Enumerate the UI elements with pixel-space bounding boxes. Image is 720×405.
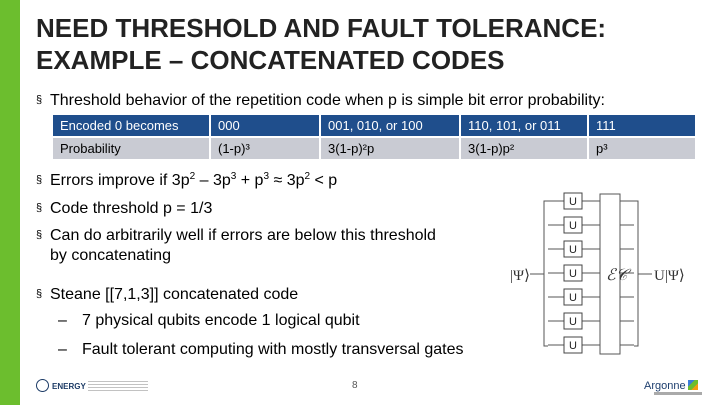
bullet-text: Code threshold p = 1/3: [50, 200, 213, 217]
table-row-encoded: [53, 115, 696, 137]
page-number: 8: [352, 380, 358, 391]
exponent: 3: [230, 171, 237, 182]
exponent: 2: [304, 171, 311, 182]
u-gate-label: U: [569, 340, 577, 352]
u-gate-label: U: [569, 220, 577, 232]
u-gate-label: U: [569, 292, 577, 304]
sub-bullet-fault-tolerant: [58, 340, 464, 360]
exponent: 3: [263, 171, 270, 182]
eq-part: – 3p: [195, 172, 231, 189]
u-gate: [564, 337, 582, 353]
doe-seal-icon: [36, 379, 49, 392]
table-cell: 111: [588, 115, 696, 137]
bullet-marker: §: [36, 174, 43, 186]
bullet-marker: §: [36, 202, 43, 214]
u-gate: [564, 217, 582, 233]
output-state-label: U|Ψ⟩: [654, 268, 685, 284]
logo-fine-print: [88, 381, 148, 391]
bullet-text: Can do arbitrarily well if errors are below this threshold: [50, 227, 436, 244]
table-row-probability: [53, 137, 696, 160]
exponent: 2: [189, 171, 196, 182]
table-cell: 110, 101, or 011: [460, 115, 588, 137]
eq-part: + p: [236, 172, 264, 189]
bullet-threshold-behavior: [36, 90, 605, 111]
u-gate: [564, 241, 582, 257]
input-state-label: |Ψ⟩: [510, 268, 530, 284]
table-cell: Probability: [53, 137, 210, 160]
energy-wordmark: ENERGY: [52, 382, 86, 391]
sub-bullet-qubits: [58, 311, 360, 331]
table-cell: 3(1-p)²p: [320, 137, 460, 160]
table-cell: 001, 010, or 100: [320, 115, 460, 137]
accent-bar: [0, 0, 20, 405]
bullet-text-continued: by concatenating: [50, 247, 171, 264]
encoder-label: ℰ𝒞: [606, 267, 628, 284]
u-gates: [564, 193, 582, 353]
title-line-1: NEED THRESHOLD AND FAULT TOLERANCE:: [36, 13, 607, 43]
slide-title: [36, 12, 696, 76]
dash-marker: –: [58, 341, 67, 358]
u-gate: [564, 193, 582, 209]
sub-bullet-text: Fault tolerant computing with mostly transversal gates: [82, 341, 464, 358]
bullet-arbitrarily-well: [36, 225, 436, 266]
argonne-logo: [644, 380, 698, 392]
argonne-wordmark: Argonne: [644, 380, 686, 392]
bullet-steane: [36, 284, 298, 305]
bullet-marker: §: [36, 229, 43, 241]
u-gate-label: U: [569, 244, 577, 256]
dash-marker: –: [58, 312, 67, 329]
bullet-errors-improve: [36, 170, 337, 191]
u-gate-label: U: [569, 196, 577, 208]
sub-bullet-text: 7 physical qubits encode 1 logical qubit: [82, 312, 360, 329]
doe-energy-logo: [36, 378, 156, 396]
u-gate: [564, 313, 582, 329]
repetition-code-table: [53, 115, 697, 161]
table-cell: 000: [210, 115, 320, 137]
u-gate-label: U: [569, 268, 577, 280]
bullet-code-threshold: [36, 198, 212, 219]
encoded-circuit-diagram: [510, 186, 706, 358]
logo-fine-print: [654, 392, 702, 395]
eq-part: < p: [310, 172, 338, 189]
eq-part: Errors improve if 3p: [50, 172, 190, 189]
title-line-2: EXAMPLE – CONCATENATED CODES: [36, 45, 505, 75]
table-cell: 3(1-p)p²: [460, 137, 588, 160]
table-cell: p³: [588, 137, 696, 160]
table-cell: Encoded 0 becomes: [53, 115, 210, 137]
eq-part: ≈ 3p: [269, 172, 305, 189]
bullet-marker: §: [36, 288, 43, 300]
u-gate: [564, 265, 582, 281]
u-gate-label: U: [569, 316, 577, 328]
bullet-marker: §: [36, 94, 43, 106]
table-cell: (1-p)³: [210, 137, 320, 160]
argonne-mark-icon: [688, 380, 698, 390]
bullet-text: Threshold behavior of the repetition code when p is simple bit error probability:: [50, 92, 605, 109]
bullet-text: Steane [[7,1,3]] concatenated code: [50, 286, 299, 303]
u-gate: [564, 289, 582, 305]
